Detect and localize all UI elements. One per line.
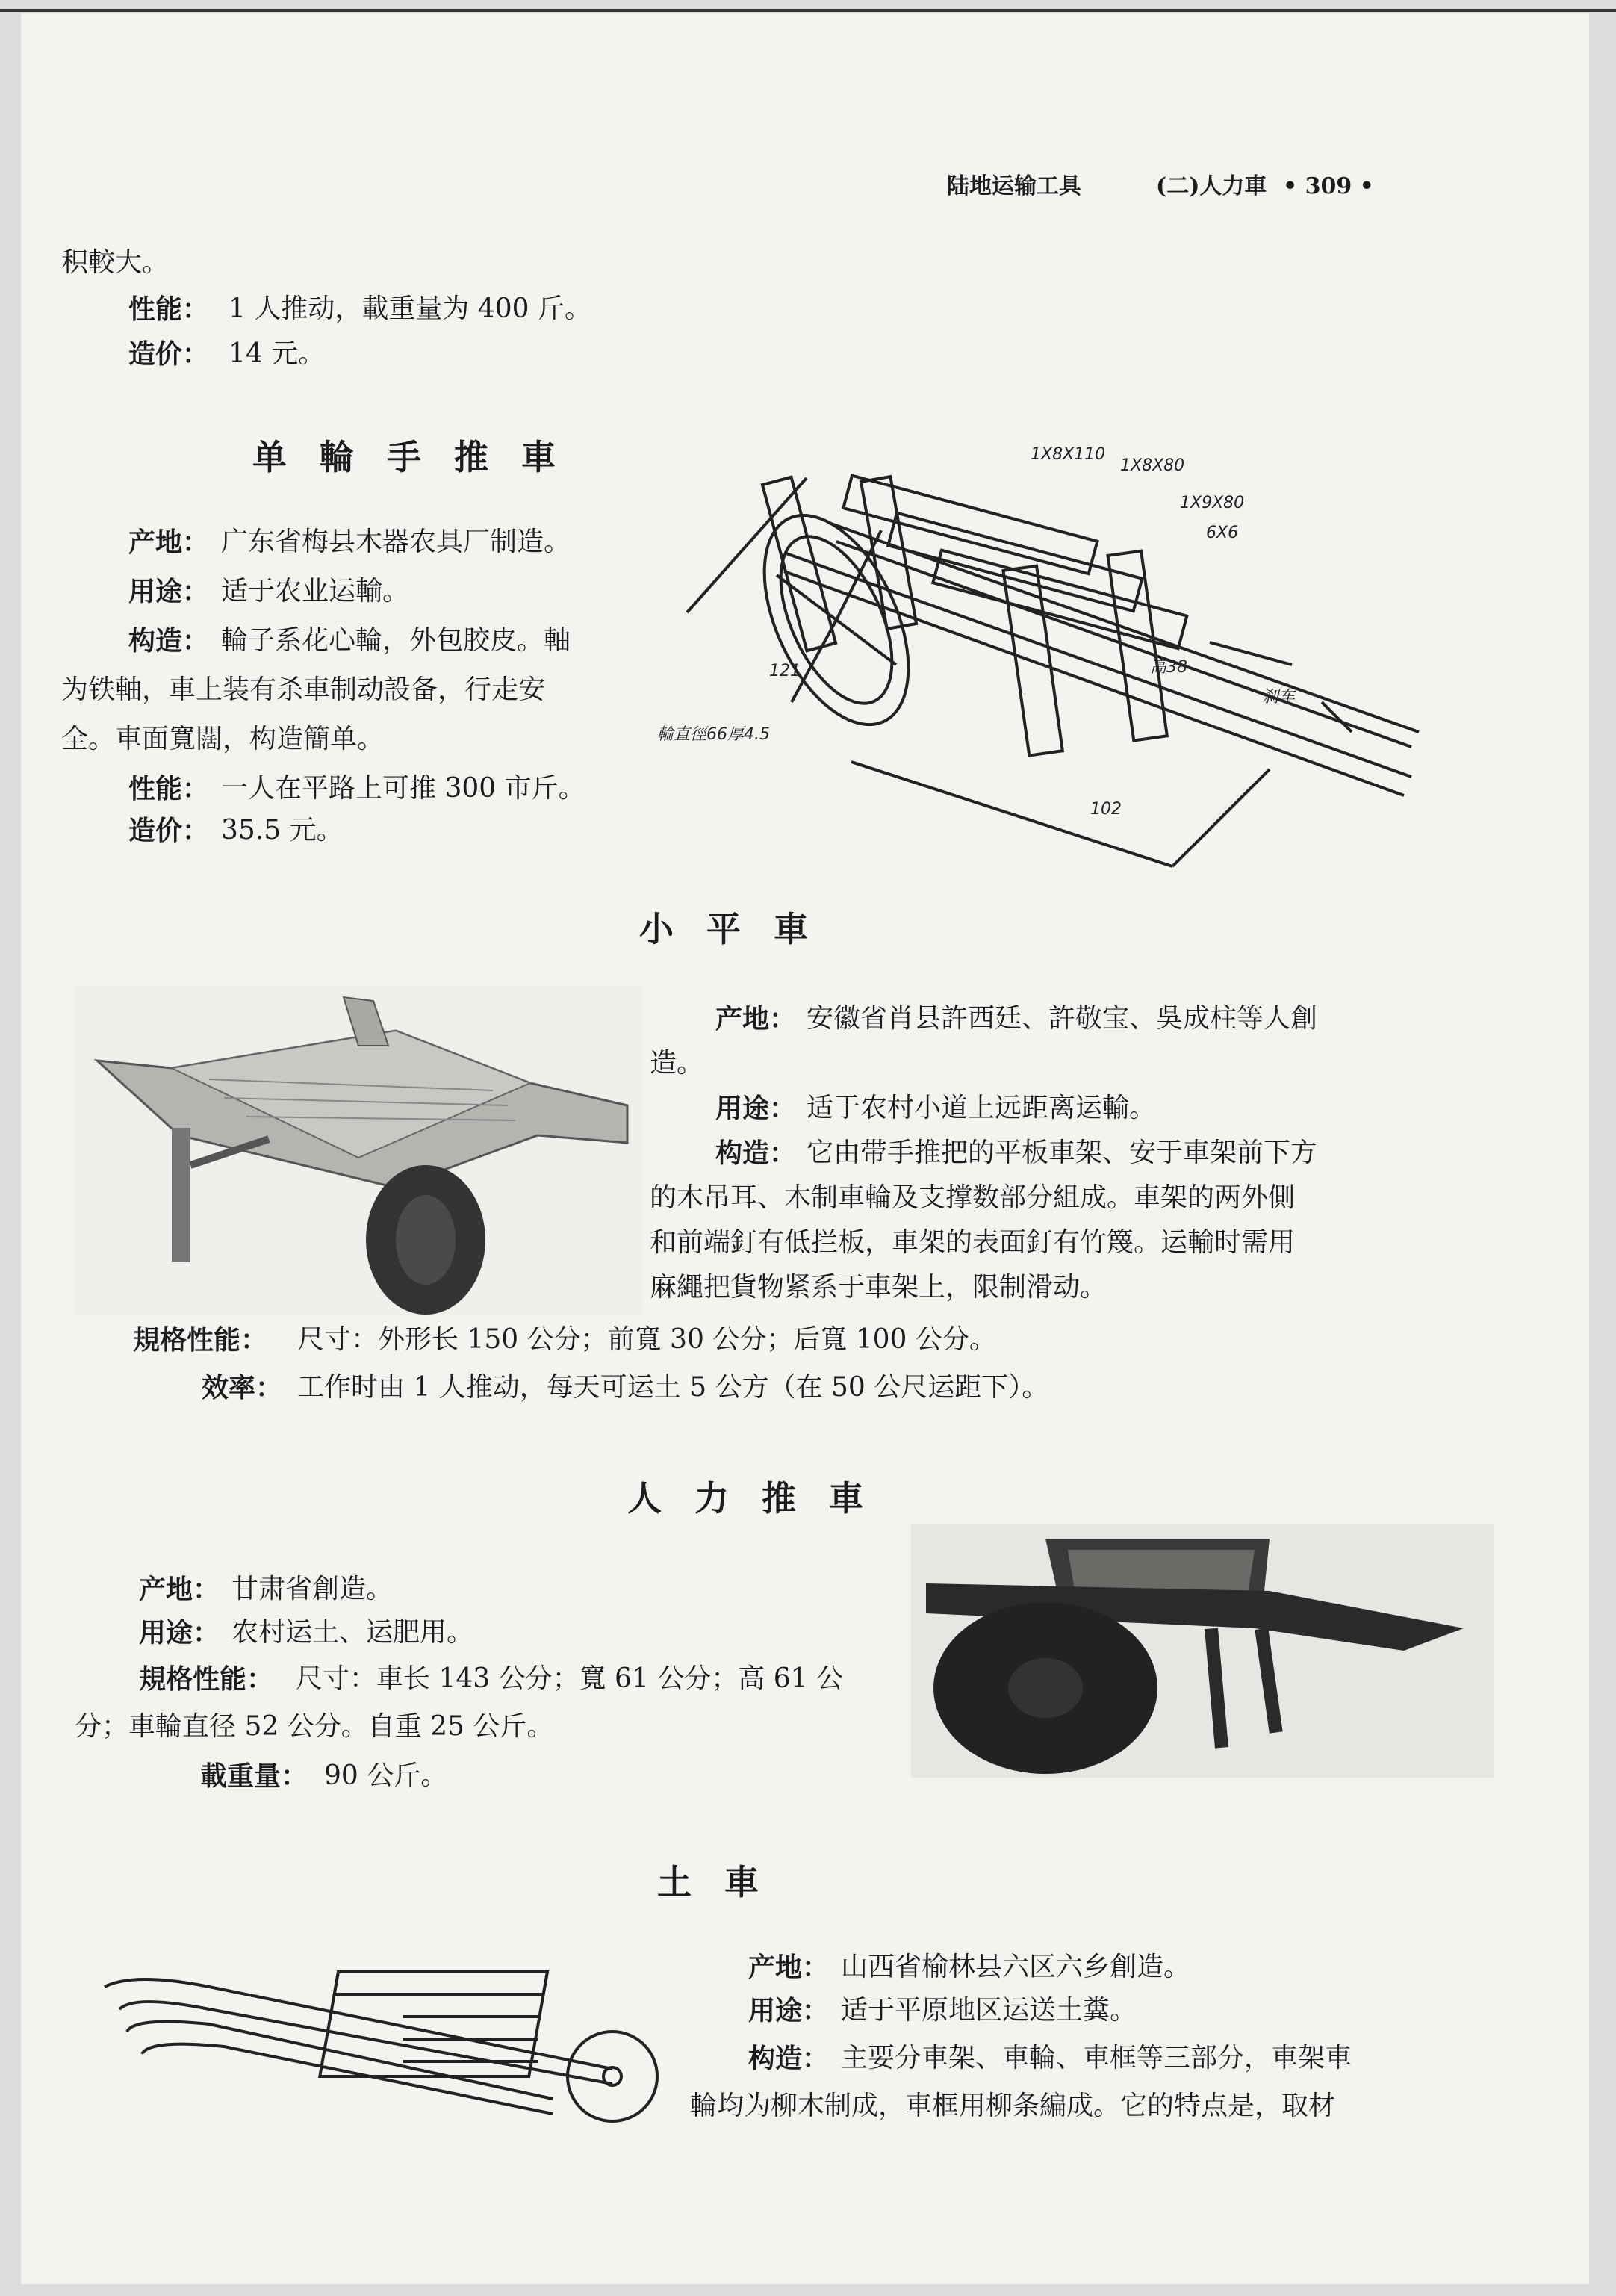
sec2-build-line1: 它由带手推把的平板車架、安于車架前下方 xyxy=(807,1138,1318,1168)
sec3-spec-label: 規格性能： xyxy=(139,1663,274,1695)
sec2-build-label: 构造： xyxy=(715,1138,797,1169)
sec3-load-text: 90 公斤。 xyxy=(324,1760,448,1791)
sec1-build-line3: 全。車面寬闊，构造簡单。 xyxy=(61,724,385,754)
sec4-origin-label: 产地： xyxy=(748,1952,830,1983)
intro-perf-label: 性能： xyxy=(128,294,210,325)
sec3-load-label: 載重量： xyxy=(200,1760,308,1792)
sec3-origin-text: 甘肃省創造。 xyxy=(231,1574,394,1604)
dim-label-wheel-diameter: 輪直徑66厚4.5 xyxy=(657,725,770,744)
sec1-perf-text: 一人在平路上可推 300 市斤。 xyxy=(221,773,585,804)
sec1-perf-label: 性能： xyxy=(128,773,210,804)
dim-label-121: 121 xyxy=(769,662,801,680)
sec4-build-line1: 主要分車架、車輪、車框等三部分，車架車 xyxy=(841,2043,1352,2073)
page-number: • 309 • xyxy=(1283,173,1374,199)
sec2-title: 小 平 車 xyxy=(639,909,819,949)
sec2-build-line4: 麻繩把貨物紧系于車架上，限制滑动。 xyxy=(650,1272,1107,1303)
small-flat-cart-photo xyxy=(75,986,642,1315)
sec4-title: 土 車 xyxy=(657,1862,770,1902)
dim-label-height: 高38 xyxy=(1150,658,1187,677)
single-wheel-barrow-drawing xyxy=(657,418,1434,881)
sec3-origin-label: 产地： xyxy=(139,1574,220,1605)
sec2-build-line3: 和前端釘有低拦板，車架的表面釘有竹篾。运輸时需用 xyxy=(650,1227,1296,1258)
dim-label-1x8x110: 1X8X110 xyxy=(1031,445,1106,464)
intro-price-label: 造价： xyxy=(128,338,210,370)
manpower-cart-photo xyxy=(911,1524,1494,1778)
sec3-spec-line1: 尺寸：車长 143 公分；寬 61 公分；高 61 公 xyxy=(296,1663,843,1694)
sec1-price-label: 造价： xyxy=(128,815,210,846)
sec2-spec-text: 尺寸：外形长 150 公分；前寬 30 公分；后寬 100 公分。 xyxy=(297,1324,996,1355)
intro-perf-text: 1 人推动，載重量为 400 斤。 xyxy=(229,294,591,324)
sec2-origin-line2: 造。 xyxy=(650,1048,704,1079)
running-header-section: 陆地运输工具 xyxy=(947,173,1081,199)
sec3-title: 人 力 推 車 xyxy=(627,1478,874,1518)
sec4-use-label: 用途： xyxy=(748,1995,830,2026)
sec1-origin-label: 产地： xyxy=(128,527,210,558)
sec1-price-text: 35.5 元。 xyxy=(221,815,344,846)
sec4-build-label: 构造： xyxy=(748,2043,830,2074)
sec3-use-label: 用途： xyxy=(139,1617,220,1648)
sec2-eff-text: 工作时由 1 人推动，每天可运土 5 公方（在 50 公尺运距下）。 xyxy=(297,1372,1049,1403)
sec3-use-text: 农村运土、运肥用。 xyxy=(231,1617,474,1648)
sec4-use-text: 适于平原地区运送土糞。 xyxy=(841,1995,1137,2026)
intro-continuation: 积較大。 xyxy=(61,247,170,278)
sec1-origin-text: 广东省梅县木器农具厂制造。 xyxy=(221,527,571,557)
soil-cart-drawing xyxy=(90,1942,680,2144)
running-header-chapter: (二)人力車 xyxy=(1156,173,1267,199)
sec4-origin-text: 山西省榆林县六区六乡創造。 xyxy=(841,1952,1191,1982)
sec1-build-line1: 輪子系花心輪，外包胶皮。軸 xyxy=(221,625,571,656)
sec2-use-text: 适于农村小道上远距离运輸。 xyxy=(807,1093,1157,1123)
sec2-eff-label: 效率： xyxy=(202,1372,283,1403)
sec1-title: 单 輪 手 推 車 xyxy=(252,437,567,477)
sec2-origin-line1: 安徽省肖县許西廷、許敬宝、吳成柱等人創 xyxy=(807,1003,1318,1034)
sec1-build-line2: 为铁軸，車上装有杀車制动設备，行走安 xyxy=(61,674,546,705)
sec1-use-label: 用途： xyxy=(128,576,210,607)
intro-price-text: 14 元。 xyxy=(229,338,326,369)
sec4-build-line2: 輪均为柳木制成，車框用柳条編成。它的特点是，取材 xyxy=(690,2091,1336,2121)
dim-label-6x6: 6X6 xyxy=(1206,524,1239,542)
dim-label-1x8x80: 1X8X80 xyxy=(1120,456,1185,475)
scan-top-edge xyxy=(0,9,1616,12)
dim-label-brake: 刹车 xyxy=(1262,688,1296,707)
sec2-spec-label: 規格性能： xyxy=(133,1324,268,1356)
sec2-use-label: 用途： xyxy=(715,1093,797,1124)
sec2-build-line2: 的木吊耳、木制車輪及支撑数部分組成。車架的两外側 xyxy=(650,1182,1296,1213)
sec1-build-label: 构造： xyxy=(128,625,210,657)
sec1-use-text: 适于农业运輸。 xyxy=(221,576,410,606)
dim-label-102: 102 xyxy=(1090,800,1122,819)
sec3-spec-line2: 分；車輪直径 52 公分。自重 25 公斤。 xyxy=(75,1711,554,1742)
dim-label-1x9x80: 1X9X80 xyxy=(1180,494,1245,512)
sec2-origin-label: 产地： xyxy=(715,1003,797,1034)
